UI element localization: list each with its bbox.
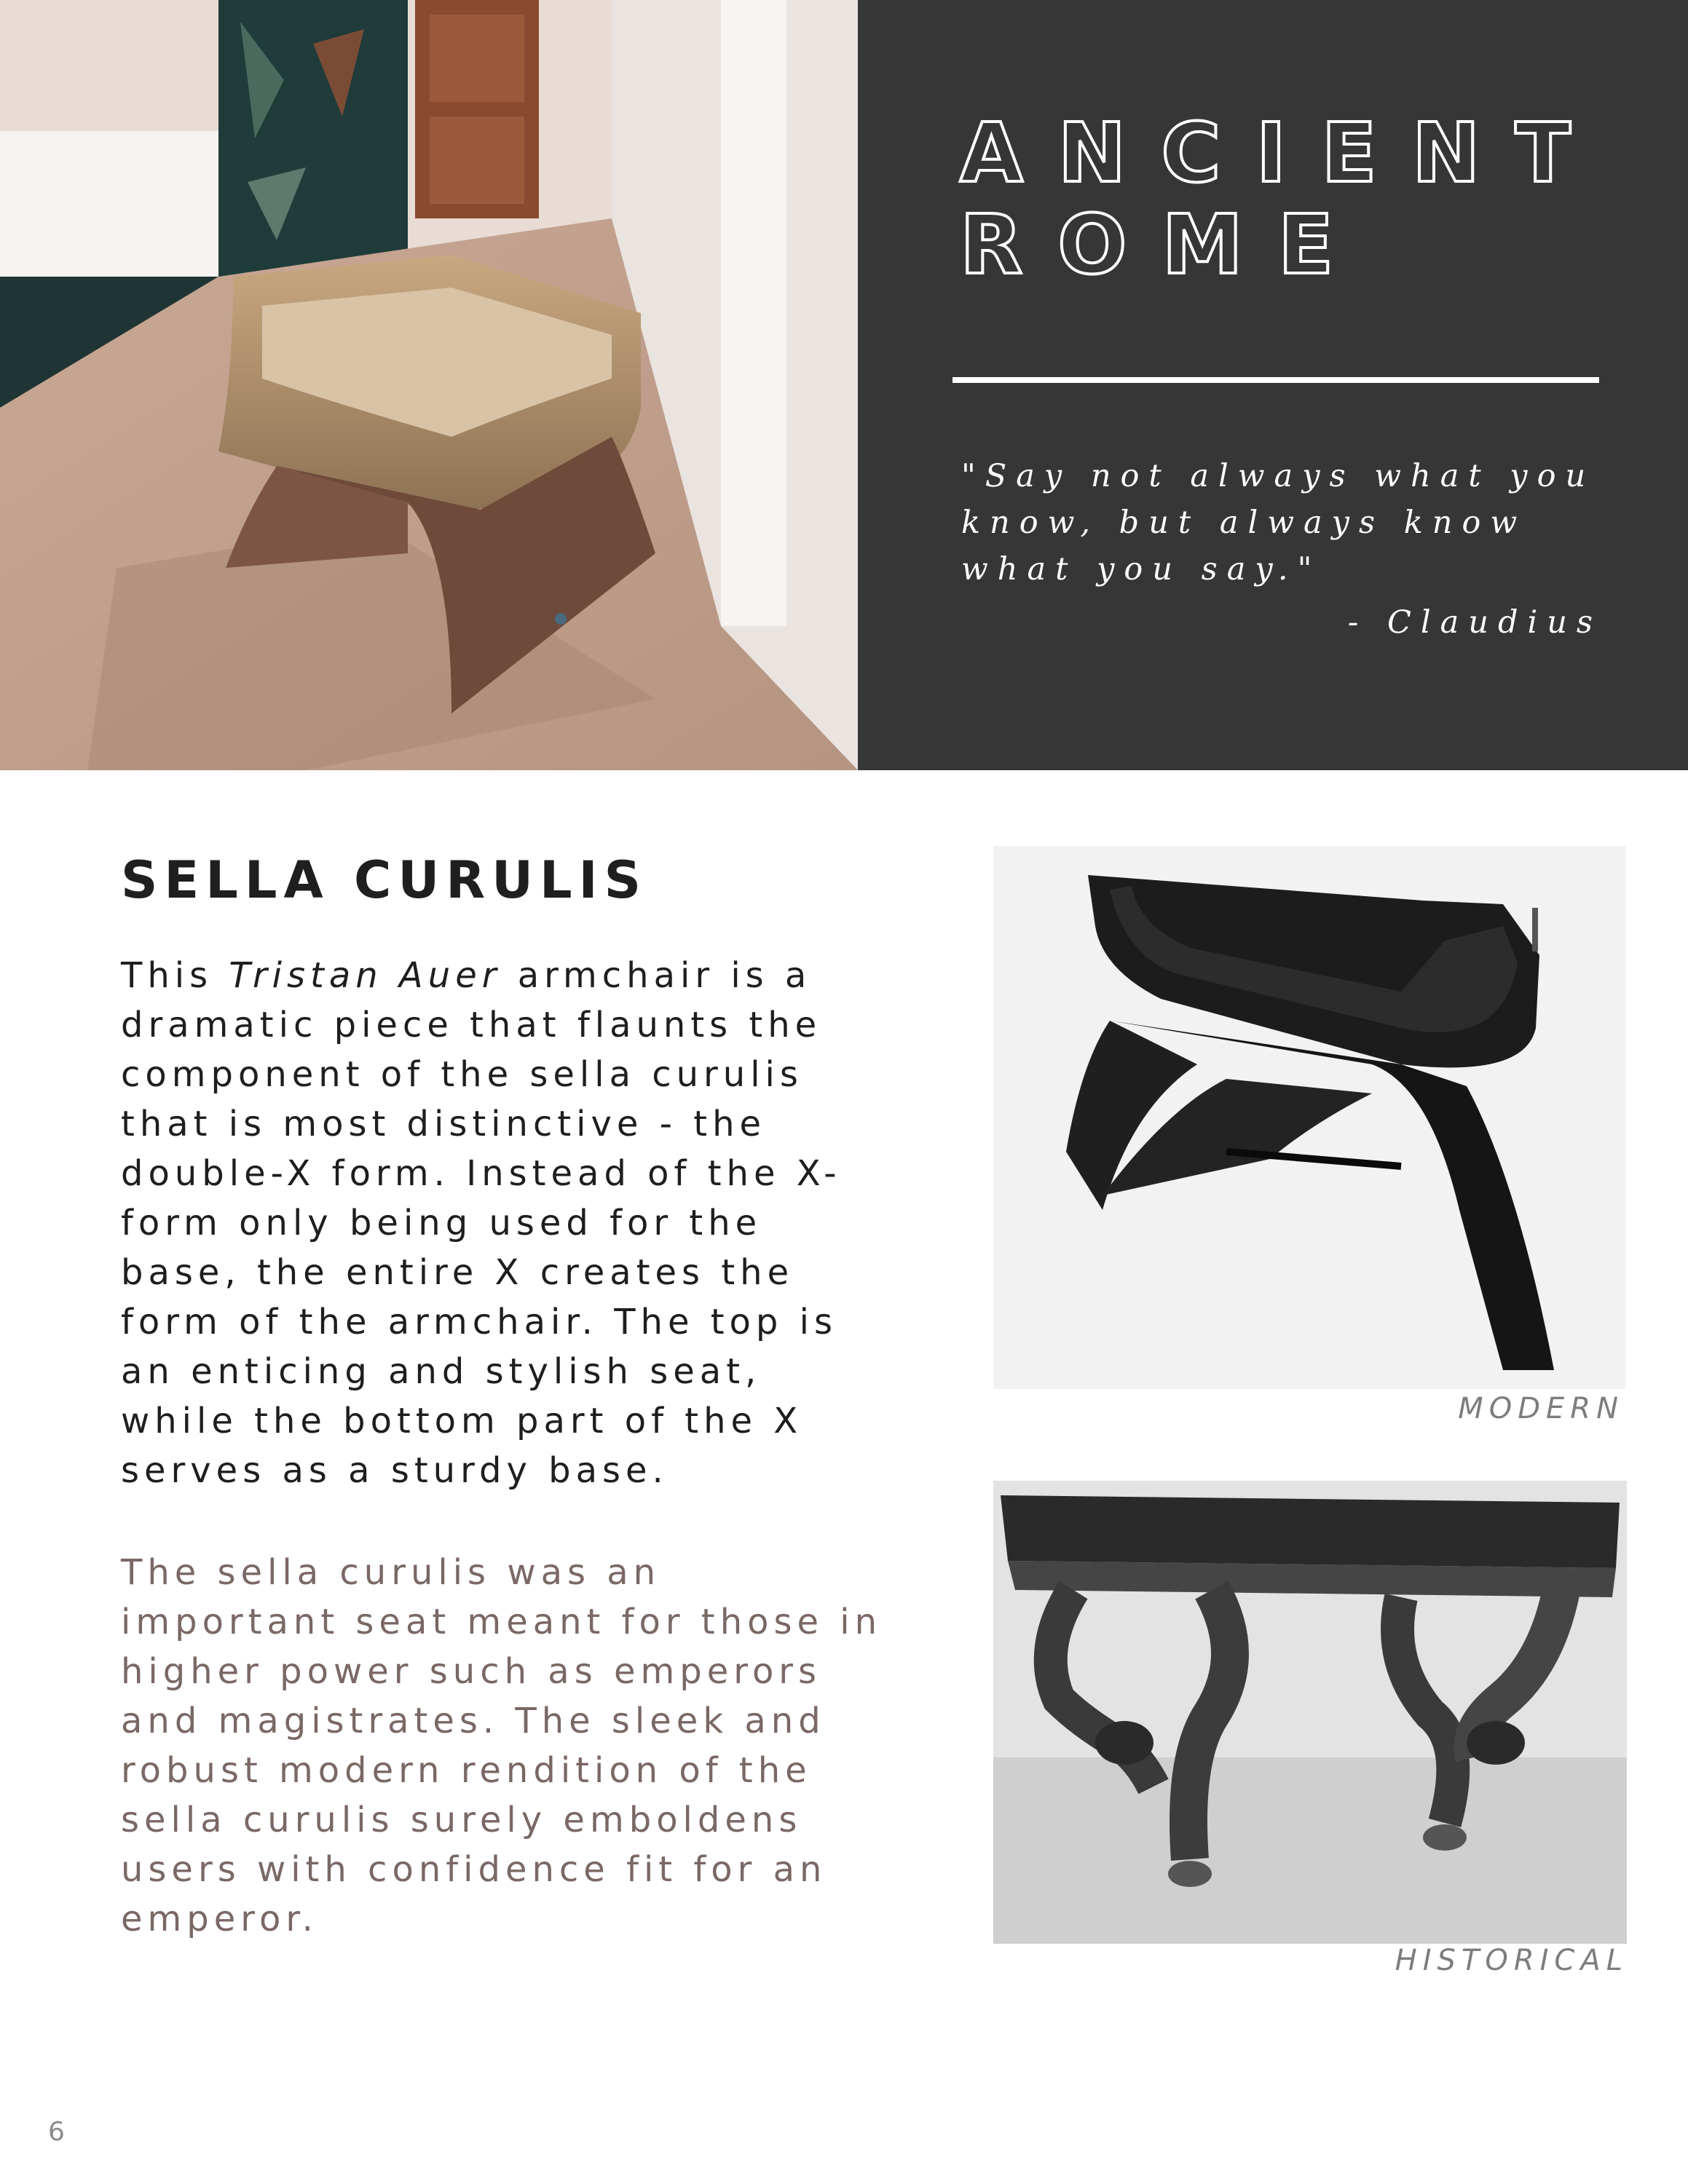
paragraph-rest: armchair is a dramatic piece that flaunts the component of the sella curulis that is most distinctive - the double-X form. Instead of the X-form only being used for the base, the entire X creates the form of the armchair. The top is an enticing and stylish seat, while the bottom part of the X serves as a sturdy base. — [121, 955, 842, 1491]
historical-chair-photo — [993, 1481, 1627, 1944]
modern-chair-illustration — [993, 846, 1625, 1389]
historical-chair-illustration — [993, 1481, 1627, 1944]
history-paragraph: The sella curulis was an important seat meant for those in higher power such as emperors and magistrates. The sleek and robust modern rendition of the sella curulis surely emboldens users with confidence fit for an emperor. — [121, 1552, 883, 1939]
page-title — [960, 108, 1615, 291]
paragraph-lead: This — [121, 955, 229, 996]
title-line-ancient: ANCIENT — [960, 106, 1606, 201]
quote-attribution: - Claudius — [1347, 604, 1602, 641]
historical-caption: HISTORICAL — [1395, 1944, 1628, 1977]
modern-caption: MODERN — [1458, 1392, 1624, 1425]
hero-interior-photo — [0, 0, 858, 770]
title-line-rome: ROME — [960, 198, 1369, 293]
section-heading: SELLA CURULIS — [121, 850, 648, 910]
quote-text: "Say not always what you know, but always know what you say." — [961, 458, 1596, 587]
title-divider — [953, 377, 1599, 383]
page-number: 6 — [48, 2117, 65, 2147]
interior-scene-illustration — [0, 0, 858, 770]
description-paragraph — [121, 951, 886, 1495]
modern-chair-photo — [993, 846, 1625, 1389]
designer-name: Tristan Auer — [229, 955, 502, 996]
